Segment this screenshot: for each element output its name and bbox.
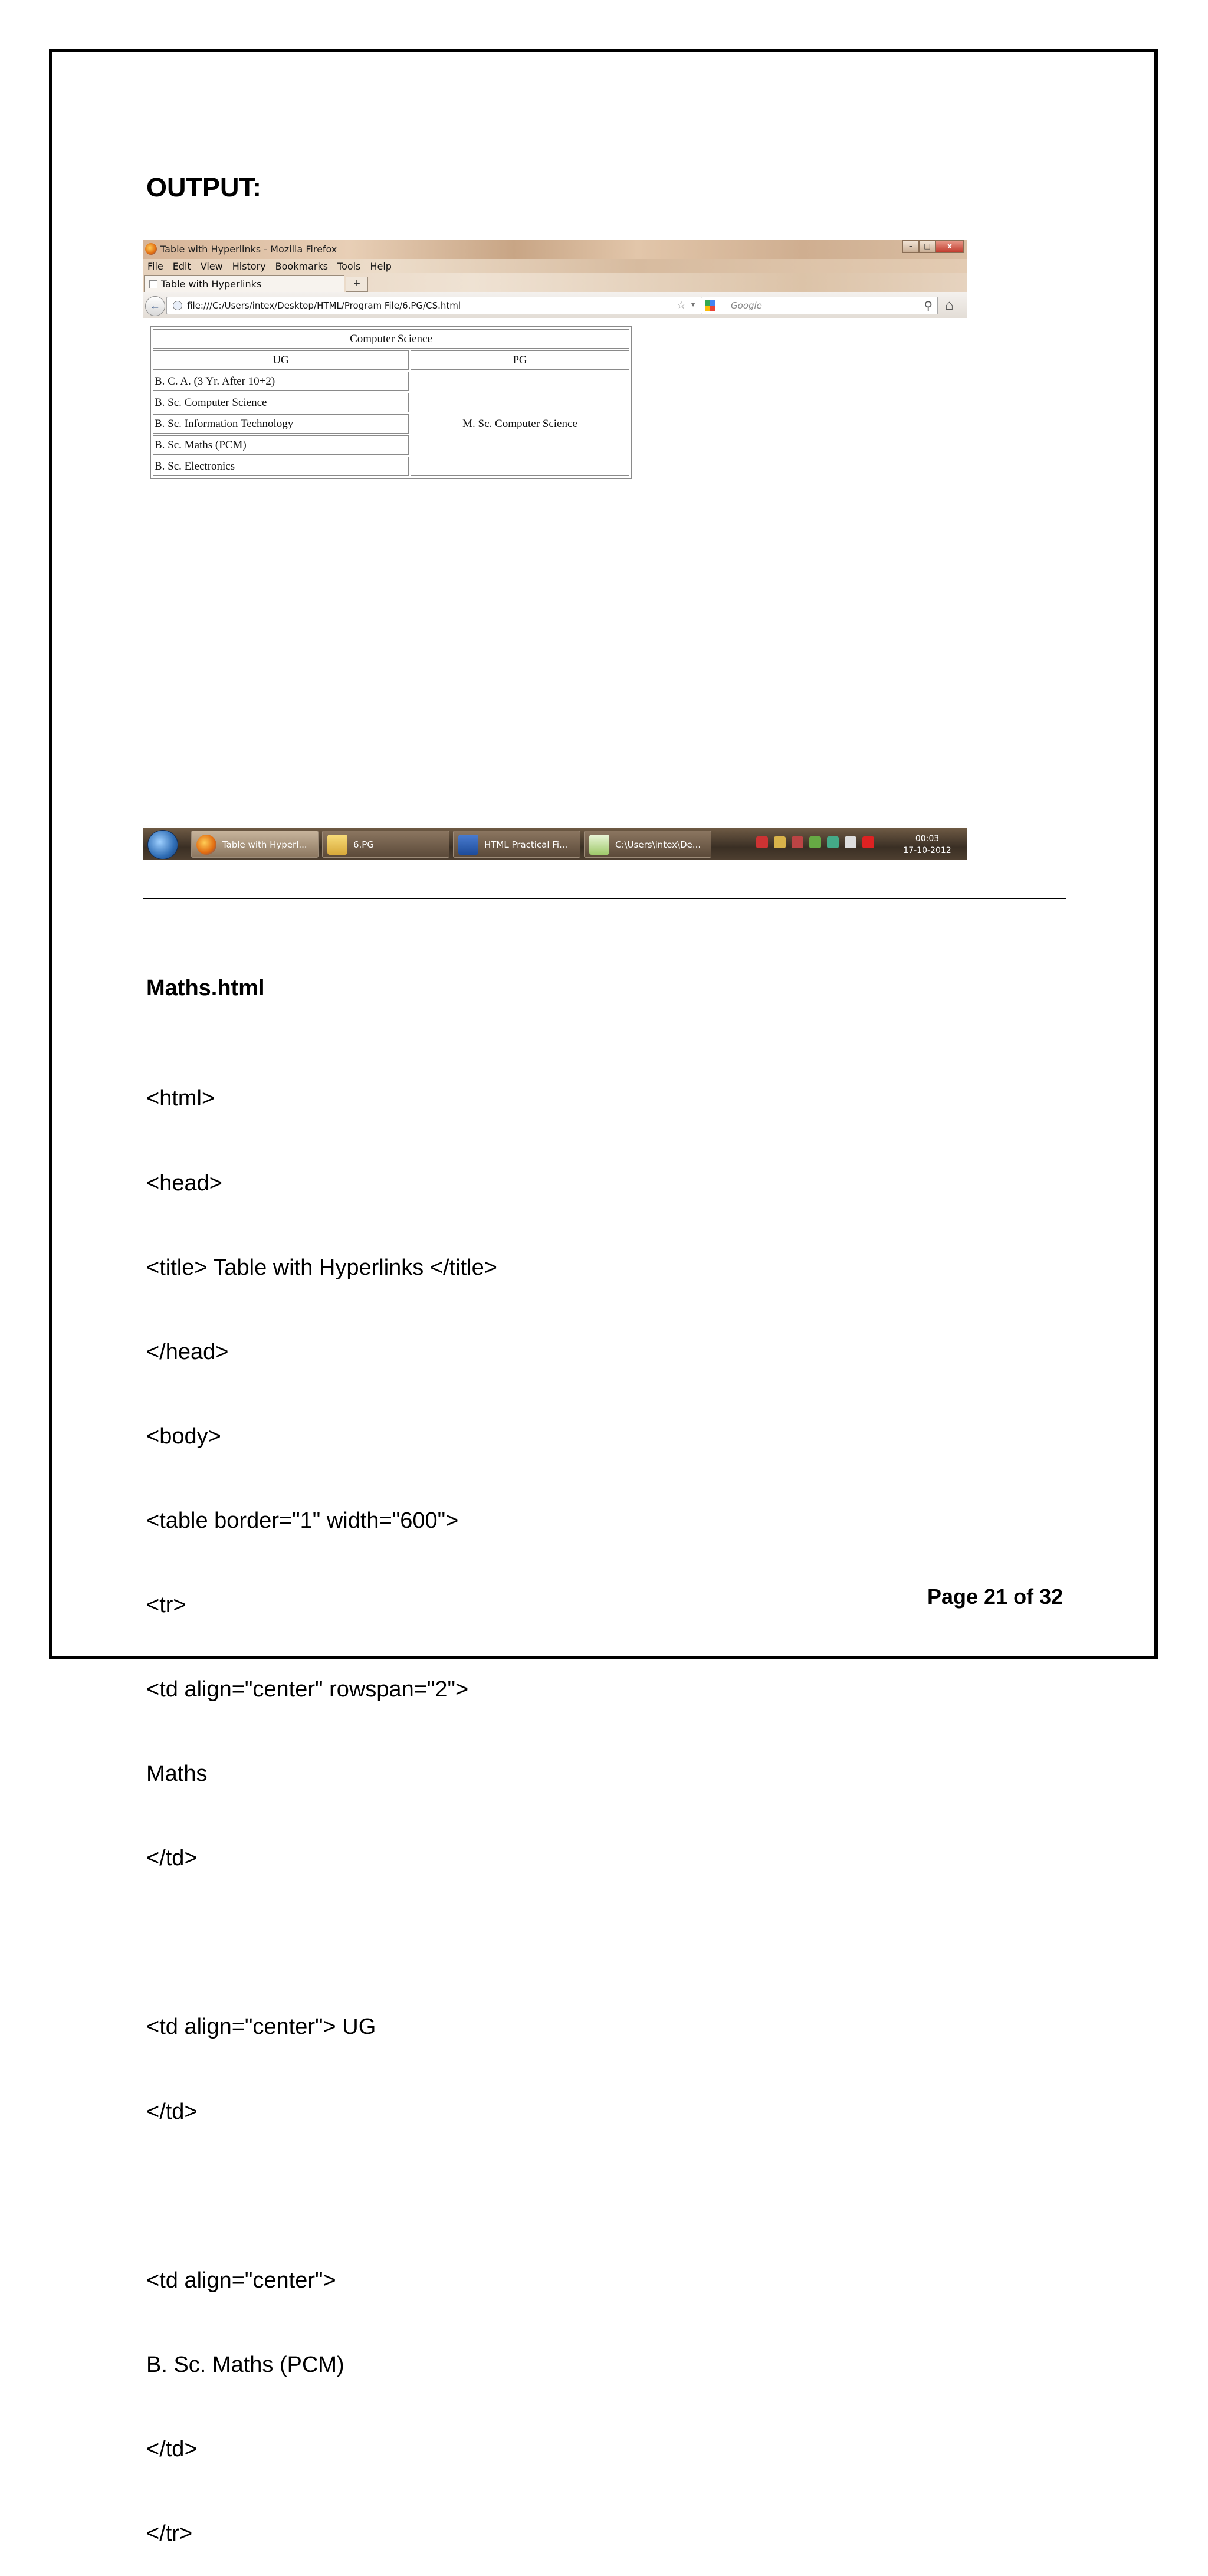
minimize-button[interactable]: – (902, 240, 919, 253)
search-icon[interactable]: ⚲ (924, 300, 933, 313)
tab-label: Table with Hyperlinks (161, 278, 262, 290)
bookmark-star-icon[interactable]: ☆ (676, 299, 686, 311)
menu-view[interactable]: View (200, 261, 223, 272)
start-button[interactable] (147, 830, 178, 859)
system-tray (756, 836, 874, 848)
code-line: <table border="1" width="600"> (146, 1508, 459, 1533)
pg-course-cell: M. Sc. Computer Science (411, 372, 629, 476)
tab-bar (143, 273, 967, 293)
clock-date: 17-10-2012 (903, 846, 951, 855)
acrobat-icon[interactable] (862, 836, 874, 848)
code-line: <title> Table with Hyperlinks </title> (146, 1255, 497, 1280)
courses-table (150, 326, 632, 479)
firefox-icon (196, 835, 216, 855)
taskbar-item-word[interactable] (453, 831, 580, 858)
code-line: <tr> (146, 1592, 186, 1617)
search-input[interactable] (701, 297, 938, 314)
code-line: <td align="center" rowspan="2"> (146, 1677, 469, 1702)
code-listing (146, 1029, 497, 2576)
code-line: </td> (146, 2099, 198, 2124)
taskbar (143, 828, 967, 860)
browser-screenshot (143, 240, 967, 859)
google-logo-icon (705, 300, 715, 311)
menu-history[interactable]: History (232, 261, 266, 272)
taskbar-item-label: C:\Users\intex\De... (615, 839, 701, 850)
sync-icon[interactable] (827, 836, 839, 848)
url-bar[interactable] (166, 297, 716, 314)
folder-icon (327, 835, 347, 855)
clock-time: 00:03 (915, 834, 940, 844)
ug-course-cell: B. Sc. Information Technology (153, 414, 409, 434)
menu-bar (143, 259, 967, 273)
ug-course-cell: B. Sc. Maths (PCM) (153, 435, 409, 455)
firefox-logo-icon (145, 243, 157, 255)
page-content (143, 318, 967, 825)
window-title: Table with Hyperlinks - Mozilla Firefox (160, 244, 337, 255)
flag-icon[interactable] (756, 836, 768, 848)
dropdown-arrow-icon[interactable]: ▼ (690, 300, 697, 309)
tab-table-with-hyperlinks[interactable] (144, 275, 344, 292)
code-line: </td> (146, 2436, 198, 2462)
ug-course-cell: B. Sc. Computer Science (153, 393, 409, 412)
table-header-computer-science: Computer Science (153, 329, 629, 349)
device-icon[interactable] (792, 836, 803, 848)
maximize-button[interactable]: □ (919, 240, 935, 253)
code-line: <td align="center"> (146, 2267, 336, 2293)
column-pg: PG (411, 350, 629, 370)
code-line: </td> (146, 1846, 198, 1871)
ug-course-cell: B. Sc. Electronics (153, 457, 409, 476)
word-icon (458, 835, 478, 855)
file-heading: Maths.html (146, 976, 265, 1000)
menu-edit[interactable]: Edit (172, 261, 191, 272)
app-icon (589, 835, 609, 855)
taskbar-item-explorer[interactable] (584, 831, 711, 858)
page-number: Page 21 of 32 (927, 1584, 1063, 1609)
globe-icon (173, 301, 182, 310)
table-row (153, 350, 629, 370)
menu-tools[interactable]: Tools (337, 261, 361, 272)
window-titlebar (143, 240, 967, 259)
taskbar-item-label: Table with Hyperl... (222, 839, 307, 850)
code-line: </tr> (146, 2521, 193, 2546)
taskbar-item-label: 6.PG (353, 839, 374, 850)
code-line: <td align="center"> UG (146, 2014, 376, 2040)
code-line: Maths (146, 1761, 208, 1787)
horizontal-rule (143, 898, 1066, 899)
code-line: <body> (146, 1423, 221, 1449)
home-icon[interactable]: ⌂ (945, 297, 954, 313)
code-line: <html> (146, 1086, 215, 1111)
close-button[interactable]: x (935, 240, 964, 253)
back-arrow-icon[interactable]: ← (145, 296, 165, 316)
ug-course-cell: B. C. A. (3 Yr. After 10+2) (153, 372, 409, 391)
new-tab-button[interactable]: + (346, 277, 368, 292)
taskbar-item-firefox[interactable] (191, 831, 319, 858)
tool-icon[interactable] (774, 836, 786, 848)
window-controls (902, 240, 964, 253)
table-row (153, 329, 629, 349)
taskbar-item-label: HTML Practical Fi... (484, 839, 568, 850)
column-ug: UG (153, 350, 409, 370)
menu-bookmarks[interactable]: Bookmarks (275, 261, 329, 272)
taskbar-item-folder[interactable] (322, 831, 449, 858)
menu-help[interactable]: Help (370, 261, 392, 272)
network-icon[interactable] (809, 836, 821, 848)
table-row (153, 372, 629, 391)
url-text: file:///C:/Users/intex/Desktop/HTML/Program File/6.PG/CS.html (187, 300, 461, 311)
menu-file[interactable]: File (147, 261, 163, 272)
code-line (146, 2183, 497, 2211)
output-heading: OUTPUT: (146, 172, 261, 202)
system-clock[interactable] (898, 833, 957, 857)
code-line (146, 1929, 497, 1957)
code-line: B. Sc. Maths (PCM) (146, 2352, 344, 2377)
volume-icon[interactable] (845, 836, 856, 848)
navigation-bar (143, 292, 967, 319)
search-placeholder: Google (731, 300, 762, 311)
page-icon (149, 280, 157, 288)
code-line: <head> (146, 1170, 222, 1196)
code-line: </head> (146, 1339, 229, 1364)
